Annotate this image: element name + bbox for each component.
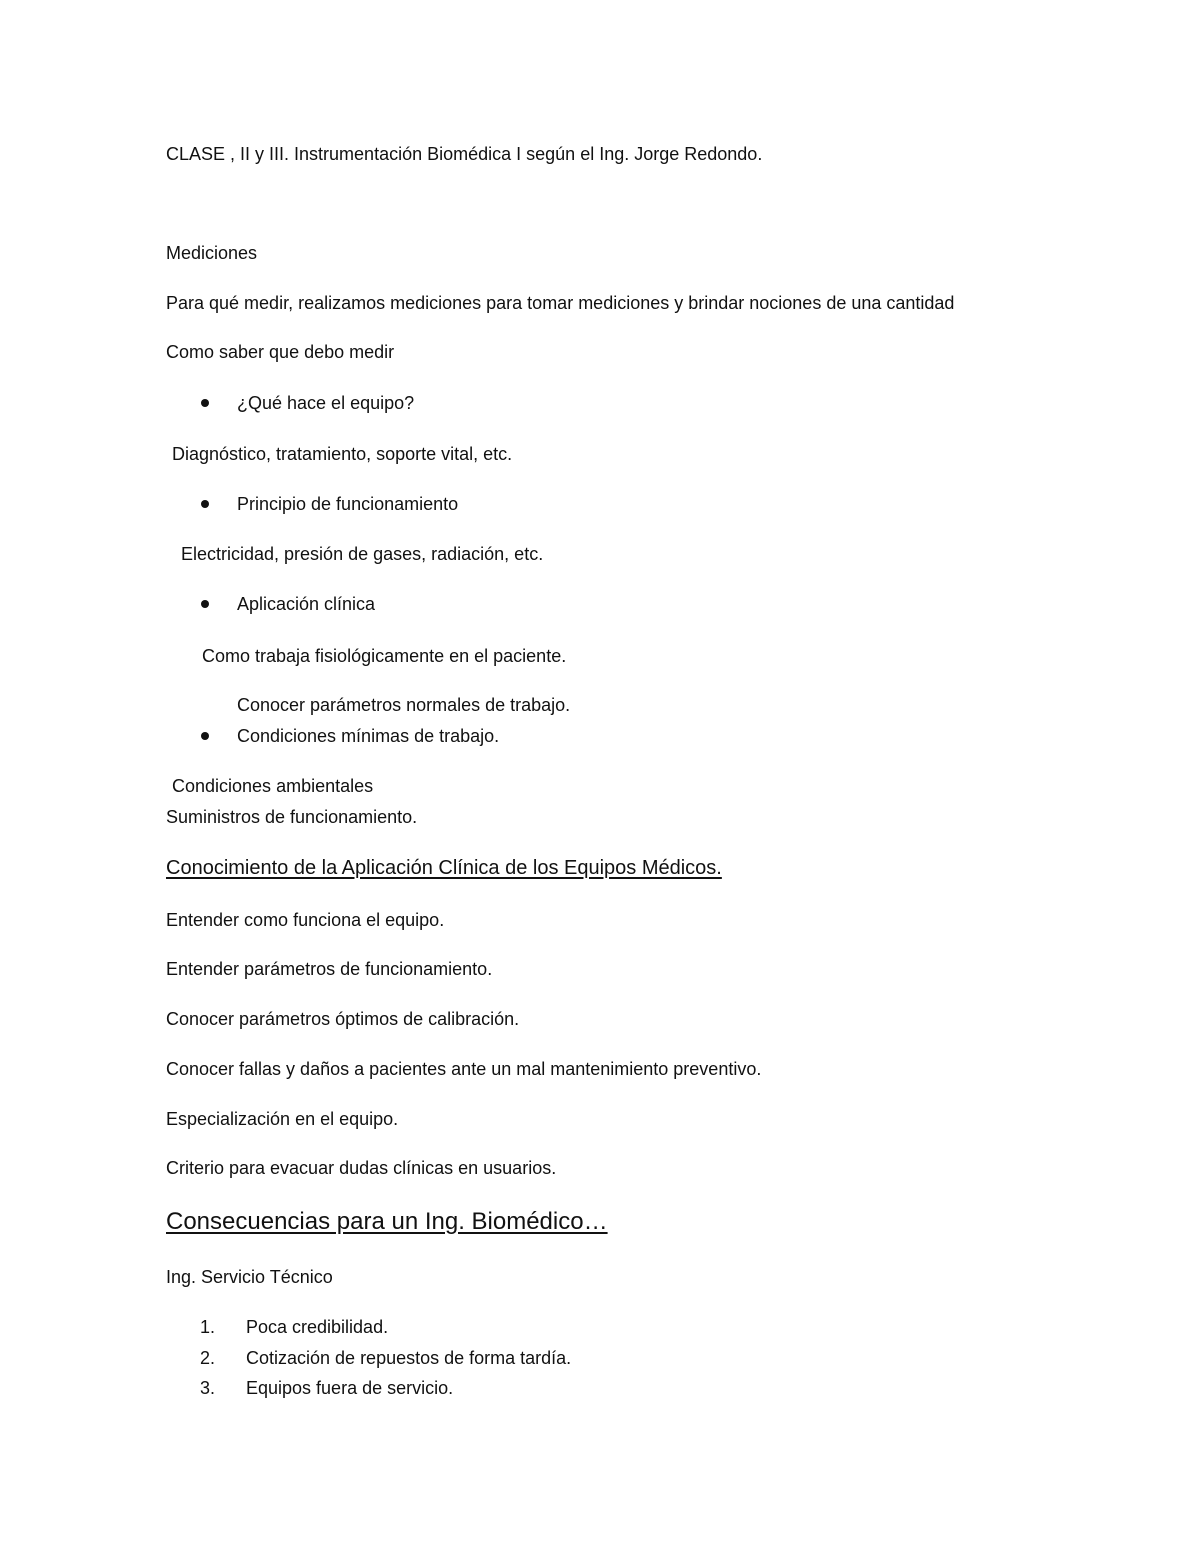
bullet-icon	[201, 500, 209, 508]
bullet-item-principio: Principio de funcionamiento	[237, 494, 459, 514]
bullet-item-condiciones-minimas: Condiciones mínimas de trabajo.	[237, 726, 500, 746]
bullet-item-aplicacion: Aplicación clínica	[237, 594, 376, 614]
heading-conocimiento: Conocimiento de la Aplicación Clínica de los Equipos Médicos.	[166, 857, 722, 879]
paragraph-como-saber: Como saber que debo medir	[166, 342, 395, 362]
bullet-item-que-hace: ¿Qué hace el equipo?	[237, 393, 415, 413]
list-item: Criterio para evacuar dudas clínicas en usuarios.	[166, 1158, 557, 1178]
bullet-icon	[201, 399, 209, 407]
list-item: Especialización en el equipo.	[166, 1109, 399, 1129]
list-item: Entender como funciona el equipo.	[166, 910, 445, 930]
bullet-detail-electricidad: Electricidad, presión de gases, radiación, etc.	[181, 544, 544, 564]
bullet-detail-como-trabaja: Como trabaja fisiológicamente en el paciente.	[202, 646, 567, 666]
bullet-icon	[201, 732, 209, 740]
document-title: CLASE , II y III. Instrumentación Biomédica I según el Ing. Jorge Redondo.	[166, 144, 763, 164]
heading-consecuencias: Consecuencias para un Ing. Biomédico…	[166, 1208, 608, 1235]
paragraph-para-que-medir: Para qué medir, realizamos mediciones para tomar mediciones y brindar nociones de una cantidad	[166, 293, 955, 313]
list-item: Conocer fallas y daños a pacientes ante un mal mantenimiento preventivo.	[166, 1059, 762, 1079]
list-number: 2.	[200, 1348, 216, 1368]
list-item: Entender parámetros de funcionamiento.	[166, 959, 493, 979]
list-item: Cotización de repuestos de forma tardía.	[246, 1348, 572, 1368]
bullet-detail-diagnostico: Diagnóstico, tratamiento, soporte vital, etc.	[172, 444, 513, 464]
list-item: Poca credibilidad.	[246, 1317, 389, 1337]
service-label: Ing. Servicio Técnico	[166, 1267, 333, 1287]
section-heading-mediciones: Mediciones	[166, 243, 258, 263]
list-item: Equipos fuera de servicio.	[246, 1378, 454, 1398]
bullet-icon	[201, 600, 209, 608]
list-number: 1.	[200, 1317, 216, 1337]
list-number: 3.	[200, 1378, 216, 1398]
list-item: Conocer parámetros óptimos de calibración.	[166, 1009, 520, 1029]
bullet-detail-suministros: Suministros de funcionamiento.	[166, 807, 418, 827]
bullet-detail-conocer-parametros: Conocer parámetros normales de trabajo.	[237, 695, 571, 715]
bullet-detail-condiciones-ambientales: Condiciones ambientales	[172, 776, 374, 796]
